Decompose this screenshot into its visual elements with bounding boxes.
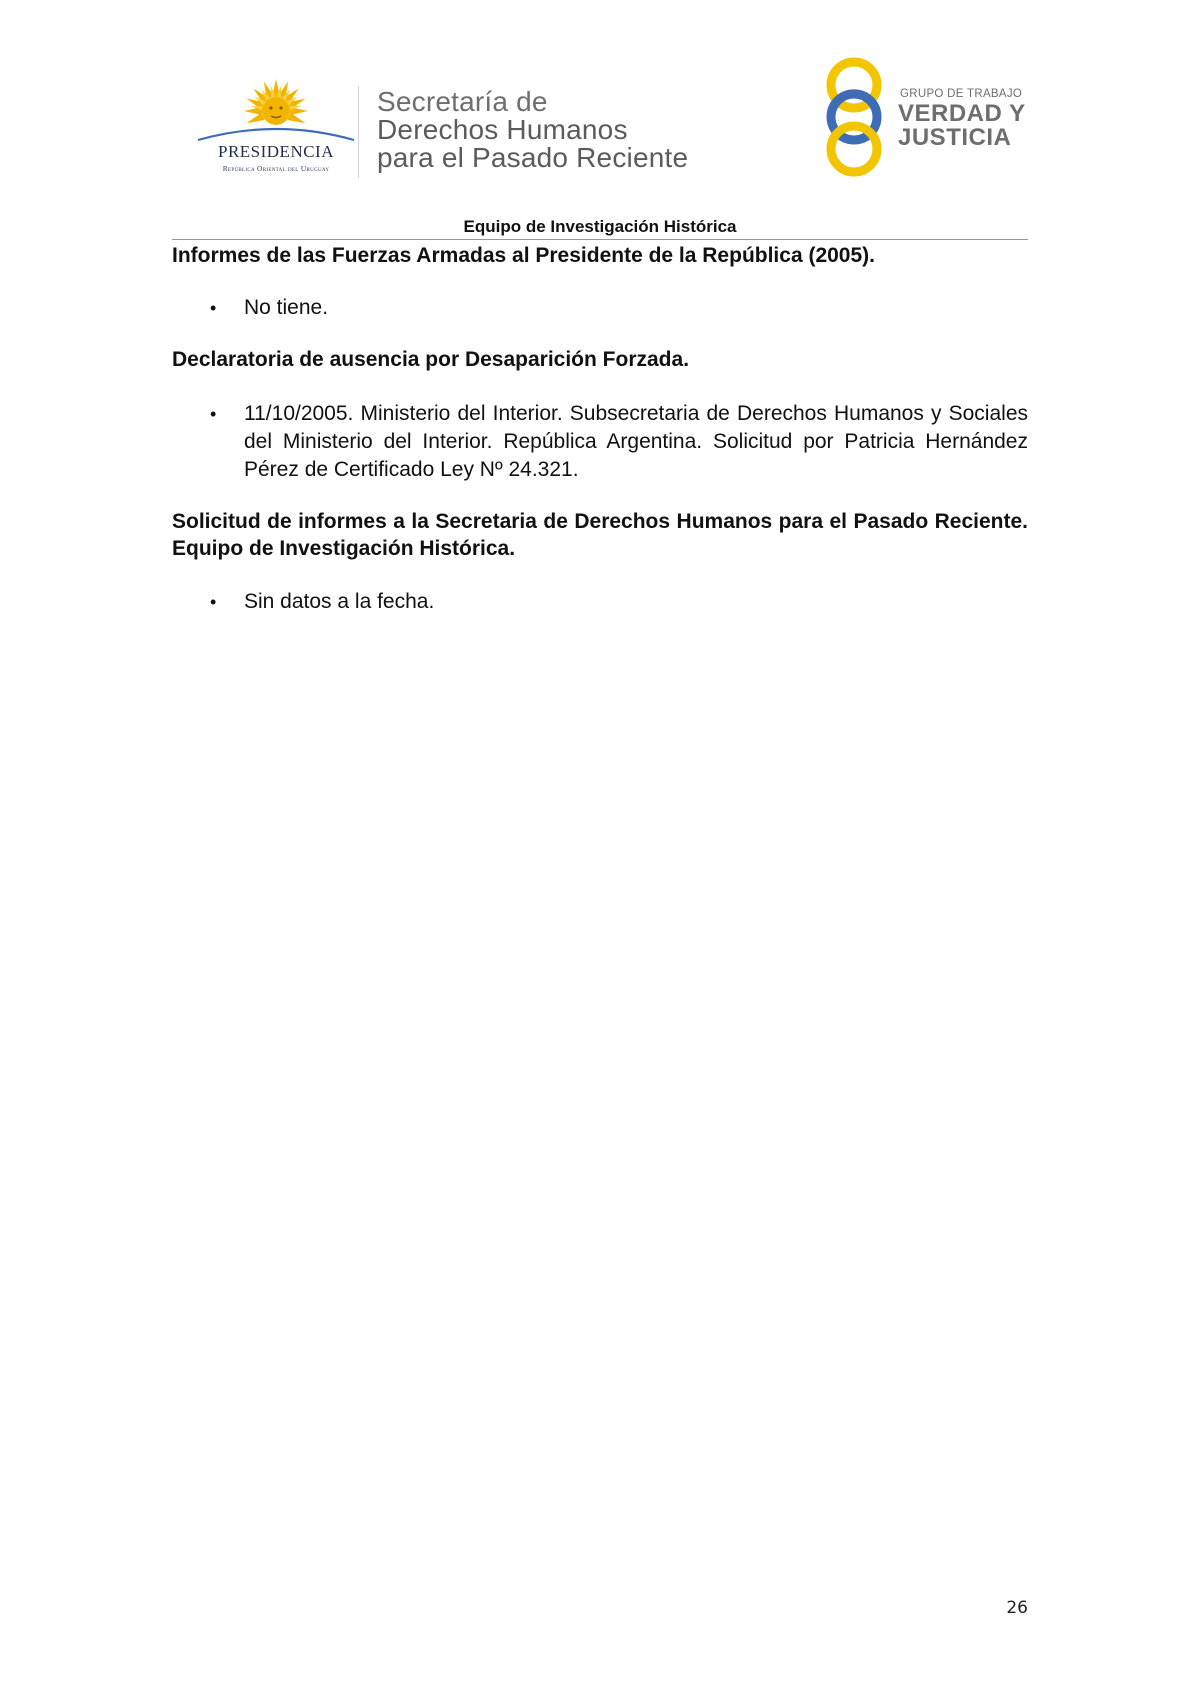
secretaria-line-2: Derechos Humanos xyxy=(377,114,628,145)
running-header: Equipo de Investigación Histórica xyxy=(463,217,737,236)
interlocked-rings-icon xyxy=(824,54,896,180)
verdad-justicia-logo xyxy=(824,54,1034,180)
presidencia-wordmark: PRESIDENCIA xyxy=(217,142,334,161)
secretaria-wordmark xyxy=(377,88,688,172)
list-item: Sin datos a la fecha. xyxy=(244,590,435,613)
sun-emblem-icon xyxy=(196,78,356,148)
verdad-label: VERDAD Y xyxy=(898,100,1026,127)
grupo-de-trabajo-label: GRUPO DE TRABAJO xyxy=(900,88,1023,100)
section-title-informes: Informes de las Fuerzas Armadas al Presidente de la República (2005). xyxy=(172,244,875,267)
bullet-icon: • xyxy=(210,592,217,612)
secretaria-line-1: Secretaría de xyxy=(377,86,548,117)
header-rule xyxy=(172,239,1028,240)
page-number: 26 xyxy=(1006,1598,1028,1618)
presidencia-logo xyxy=(196,78,356,180)
section-title-solicitud: Solicitud de informes a la Secretaria de Derechos Humanos para el Pasado Reciente. Equipo de Investigación Histórica. xyxy=(172,510,1028,560)
list-item: No tiene. xyxy=(244,296,329,319)
logo-divider xyxy=(358,86,359,178)
justicia-label: JUSTICIA xyxy=(898,124,1012,151)
secretaria-line-3: para el Pasado Reciente xyxy=(377,142,689,173)
bullet-icon: • xyxy=(210,298,217,318)
section-title-declaratoria: Declaratoria de ausencia por Desaparición Forzada. xyxy=(172,348,690,371)
list-item: 11/10/2005. Ministerio del Interior. Subsecretaria de Derechos Humanos y Sociales del Ministerio del Interior. República Argentina. Solicitud por Patricia Hernández Pérez de Certificado Ley Nº 24.321. xyxy=(244,402,1028,481)
presidencia-subtitle: República Oriental del Uruguay xyxy=(222,164,330,173)
bullet-icon: • xyxy=(210,404,217,424)
